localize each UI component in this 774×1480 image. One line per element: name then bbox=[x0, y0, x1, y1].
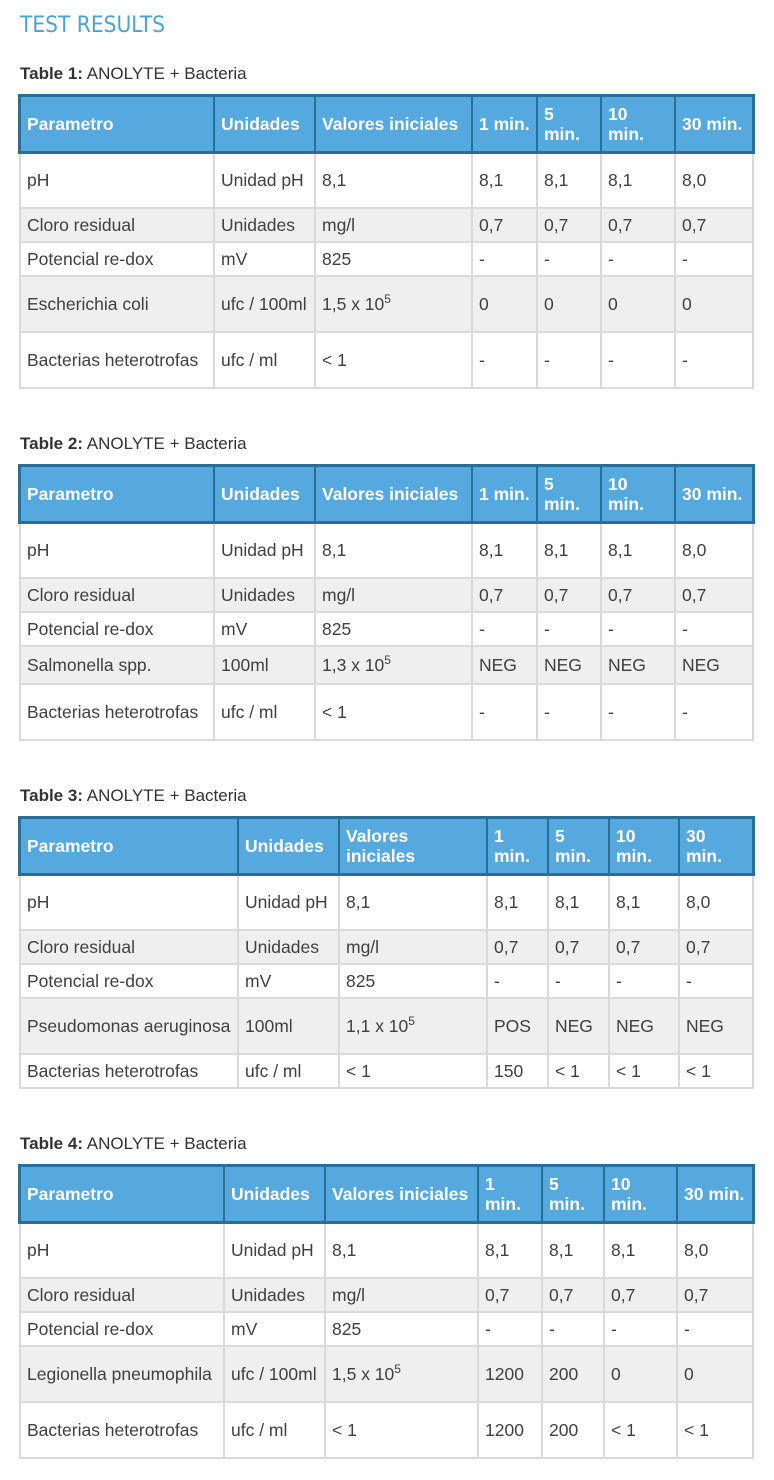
header-row bbox=[20, 96, 753, 152]
cell-30-min: 0,7 bbox=[679, 930, 753, 964]
initial-value: 825 bbox=[322, 619, 352, 639]
cell-5-min: - bbox=[548, 964, 609, 998]
cell-unit: mV bbox=[224, 1312, 325, 1346]
initial-value: mg/l bbox=[322, 215, 356, 235]
cell-initial bbox=[325, 1222, 478, 1278]
cell-unit: Unidades bbox=[214, 578, 315, 612]
cell-initial bbox=[339, 1054, 487, 1088]
initial-value: < 1 bbox=[346, 1061, 371, 1081]
caption-label: Table 2: bbox=[20, 434, 83, 453]
cell-5-min: - bbox=[537, 612, 601, 646]
cell-1-min: 0,7 bbox=[487, 930, 548, 964]
cell-unit: Unidad pH bbox=[238, 874, 339, 930]
cell-param: Potencial re-dox bbox=[20, 242, 214, 276]
table-row bbox=[20, 930, 753, 964]
cell-initial bbox=[315, 646, 472, 684]
cell-10-min: - bbox=[604, 1312, 677, 1346]
cell-unit: Unidad pH bbox=[214, 152, 315, 208]
table-row bbox=[20, 998, 753, 1054]
header-30-min: 30 min. bbox=[679, 818, 753, 874]
cell-param: Salmonella spp. bbox=[20, 646, 214, 684]
cell-5-min: 200 bbox=[542, 1402, 604, 1458]
header-10-min: 10 min. bbox=[601, 466, 675, 522]
table-row bbox=[20, 578, 753, 612]
cell-30-min: < 1 bbox=[677, 1402, 753, 1458]
cell-30-min: 8,0 bbox=[677, 1222, 753, 1278]
header-1-min: 1 min. bbox=[487, 818, 548, 874]
cell-1-min: 150 bbox=[487, 1054, 548, 1088]
cell-param: Bacterias heterotrofas bbox=[20, 1054, 238, 1088]
cell-param: Potencial re-dox bbox=[20, 1312, 224, 1346]
initial-value: < 1 bbox=[322, 702, 347, 722]
cell-30-min: - bbox=[675, 332, 753, 388]
cell-initial bbox=[315, 208, 472, 242]
cell-unit: mV bbox=[238, 964, 339, 998]
initial-value: < 1 bbox=[322, 350, 347, 370]
cell-5-min: 8,1 bbox=[548, 874, 609, 930]
cell-30-min: - bbox=[675, 242, 753, 276]
header-valores-iniciales: Valores iniciales bbox=[339, 818, 487, 874]
cell-1-min: NEG bbox=[472, 646, 537, 684]
cell-5-min: 8,1 bbox=[537, 522, 601, 578]
cell-30-min: 0,7 bbox=[677, 1278, 753, 1312]
header-10-min: 10 min. bbox=[609, 818, 679, 874]
header-unidades: Unidades bbox=[214, 466, 315, 522]
cell-1-min: - bbox=[472, 612, 537, 646]
cell-1-min: 8,1 bbox=[472, 152, 537, 208]
cell-10-min: - bbox=[601, 332, 675, 388]
initial-value: mg/l bbox=[322, 585, 356, 605]
initial-exponent: 5 bbox=[384, 653, 391, 667]
cell-10-min: < 1 bbox=[609, 1054, 679, 1088]
cell-initial bbox=[339, 874, 487, 930]
header-30-min: 30 min. bbox=[675, 466, 753, 522]
cell-30-min: < 1 bbox=[679, 1054, 753, 1088]
header-parametro: Parametro bbox=[20, 1166, 224, 1222]
initial-value: 8,1 bbox=[322, 540, 347, 560]
cell-param: Potencial re-dox bbox=[20, 964, 238, 998]
cell-5-min: - bbox=[542, 1312, 604, 1346]
initial-value: 825 bbox=[322, 249, 352, 269]
cell-30-min: 0 bbox=[677, 1346, 753, 1402]
cell-initial bbox=[315, 276, 472, 332]
table-row bbox=[20, 1278, 753, 1312]
header-row bbox=[20, 818, 753, 874]
cell-1-min: 8,1 bbox=[487, 874, 548, 930]
cell-param: Bacterias heterotrofas bbox=[20, 1402, 224, 1458]
cell-param: Potencial re-dox bbox=[20, 612, 214, 646]
cell-unit: Unidades bbox=[214, 208, 315, 242]
header-5-min: 5 min. bbox=[537, 96, 601, 152]
cell-initial bbox=[325, 1402, 478, 1458]
header-valores-iniciales: Valores iniciales bbox=[315, 466, 472, 522]
cell-5-min: NEG bbox=[548, 998, 609, 1054]
cell-10-min: 0 bbox=[604, 1346, 677, 1402]
cell-unit: Unidad pH bbox=[224, 1222, 325, 1278]
caption-label: Table 3: bbox=[20, 786, 83, 805]
cell-10-min: 8,1 bbox=[601, 522, 675, 578]
caption-text: ANOLYTE + Bacteria bbox=[86, 1134, 247, 1153]
cell-unit: ufc / ml bbox=[224, 1402, 325, 1458]
table-row bbox=[20, 1402, 753, 1458]
header-5-min: 5 min. bbox=[548, 818, 609, 874]
results-table-1 bbox=[19, 95, 754, 389]
cell-initial bbox=[339, 998, 487, 1054]
table-row bbox=[20, 208, 753, 242]
header-1-min: 1 min. bbox=[472, 466, 537, 522]
table-row bbox=[20, 1346, 753, 1402]
cell-10-min: NEG bbox=[609, 998, 679, 1054]
header-parametro: Parametro bbox=[20, 96, 214, 152]
initial-value: 1,5 x 10 bbox=[322, 294, 385, 314]
cell-30-min: NEG bbox=[675, 646, 753, 684]
cell-1-min: 8,1 bbox=[472, 522, 537, 578]
table-row bbox=[20, 1054, 753, 1088]
cell-param: pH bbox=[20, 522, 214, 578]
cell-10-min: - bbox=[609, 964, 679, 998]
table-row bbox=[20, 1312, 753, 1346]
cell-10-min: 8,1 bbox=[601, 152, 675, 208]
cell-initial bbox=[315, 152, 472, 208]
initial-value: 1,3 x 10 bbox=[322, 655, 385, 675]
cell-1-min: - bbox=[478, 1312, 542, 1346]
cell-initial bbox=[315, 332, 472, 388]
table-row bbox=[20, 276, 753, 332]
caption-text: ANOLYTE + Bacteria bbox=[86, 786, 247, 805]
initial-value: 825 bbox=[346, 971, 376, 991]
cell-5-min: 0,7 bbox=[548, 930, 609, 964]
cell-30-min: NEG bbox=[679, 998, 753, 1054]
table-row bbox=[20, 646, 753, 684]
cell-1-min: - bbox=[472, 332, 537, 388]
table-row bbox=[20, 612, 753, 646]
header-unidades: Unidades bbox=[214, 96, 315, 152]
cell-initial bbox=[315, 242, 472, 276]
header-30-min: 30 min. bbox=[675, 96, 753, 152]
header-10-min: 10 min. bbox=[604, 1166, 677, 1222]
cell-param: Cloro residual bbox=[20, 930, 238, 964]
cell-param: Escherichia coli bbox=[20, 276, 214, 332]
cell-10-min: 0,7 bbox=[604, 1278, 677, 1312]
cell-30-min: - bbox=[675, 684, 753, 740]
cell-5-min: < 1 bbox=[548, 1054, 609, 1088]
header-5-min: 5 min. bbox=[537, 466, 601, 522]
caption-text: ANOLYTE + Bacteria bbox=[86, 434, 247, 453]
cell-param: pH bbox=[20, 152, 214, 208]
initial-exponent: 5 bbox=[384, 292, 391, 306]
cell-10-min: 8,1 bbox=[604, 1222, 677, 1278]
header-1-min: 1 min. bbox=[472, 96, 537, 152]
table-1-caption bbox=[20, 64, 247, 84]
cell-30-min: - bbox=[679, 964, 753, 998]
table-row bbox=[20, 964, 753, 998]
table-row bbox=[20, 522, 753, 578]
header-unidades: Unidades bbox=[224, 1166, 325, 1222]
cell-param: Pseudomonas aeruginosa bbox=[20, 998, 238, 1054]
cell-30-min: 0,7 bbox=[675, 578, 753, 612]
cell-10-min: - bbox=[601, 684, 675, 740]
cell-30-min: 0,7 bbox=[675, 208, 753, 242]
cell-10-min: - bbox=[601, 242, 675, 276]
cell-initial bbox=[325, 1278, 478, 1312]
cell-10-min: 0,7 bbox=[609, 930, 679, 964]
cell-unit: mV bbox=[214, 242, 315, 276]
table-row bbox=[20, 332, 753, 388]
cell-5-min: 0,7 bbox=[537, 208, 601, 242]
cell-10-min: 0,7 bbox=[601, 208, 675, 242]
header-valores-iniciales: Valores iniciales bbox=[315, 96, 472, 152]
initial-value: 8,1 bbox=[332, 1240, 357, 1260]
cell-param: Cloro residual bbox=[20, 208, 214, 242]
cell-param: pH bbox=[20, 1222, 224, 1278]
cell-5-min: - bbox=[537, 242, 601, 276]
cell-5-min: 0,7 bbox=[542, 1278, 604, 1312]
cell-unit: 100ml bbox=[214, 646, 315, 684]
header-row bbox=[20, 466, 753, 522]
cell-30-min: - bbox=[677, 1312, 753, 1346]
cell-1-min: - bbox=[472, 242, 537, 276]
header-parametro: Parametro bbox=[20, 818, 238, 874]
cell-unit: Unidad pH bbox=[214, 522, 315, 578]
cell-unit: 100ml bbox=[238, 998, 339, 1054]
cell-30-min: 0 bbox=[675, 276, 753, 332]
cell-1-min: 0,7 bbox=[478, 1278, 542, 1312]
header-valores-iniciales: Valores iniciales bbox=[325, 1166, 478, 1222]
cell-1-min: 8,1 bbox=[478, 1222, 542, 1278]
table-row bbox=[20, 242, 753, 276]
cell-param: Bacterias heterotrofas bbox=[20, 332, 214, 388]
cell-param: pH bbox=[20, 874, 238, 930]
initial-value: mg/l bbox=[346, 937, 380, 957]
cell-unit: ufc / ml bbox=[214, 332, 315, 388]
cell-30-min: 8,0 bbox=[675, 522, 753, 578]
cell-1-min: - bbox=[487, 964, 548, 998]
cell-param: Cloro residual bbox=[20, 578, 214, 612]
results-table-4 bbox=[19, 1165, 754, 1459]
cell-30-min: - bbox=[675, 612, 753, 646]
initial-value: 8,1 bbox=[322, 170, 347, 190]
table-row bbox=[20, 684, 753, 740]
cell-unit: mV bbox=[214, 612, 315, 646]
cell-1-min: 0 bbox=[472, 276, 537, 332]
cell-1-min: 1200 bbox=[478, 1346, 542, 1402]
cell-5-min: - bbox=[537, 332, 601, 388]
cell-unit: ufc / ml bbox=[238, 1054, 339, 1088]
cell-1-min: 0,7 bbox=[472, 578, 537, 612]
cell-10-min: 0,7 bbox=[601, 578, 675, 612]
cell-initial bbox=[315, 522, 472, 578]
header-10-min: 10 min. bbox=[601, 96, 675, 152]
table-3-caption bbox=[20, 786, 247, 806]
cell-unit: ufc / 100ml bbox=[214, 276, 315, 332]
cell-1-min: 1200 bbox=[478, 1402, 542, 1458]
cell-30-min: 8,0 bbox=[675, 152, 753, 208]
initial-exponent: 5 bbox=[408, 1014, 415, 1028]
initial-value: 8,1 bbox=[346, 892, 371, 912]
table-row bbox=[20, 1222, 753, 1278]
header-row bbox=[20, 1166, 753, 1222]
header-unidades: Unidades bbox=[238, 818, 339, 874]
cell-10-min: 0 bbox=[601, 276, 675, 332]
page-title: TEST RESULTS bbox=[20, 13, 166, 38]
results-table-2 bbox=[19, 465, 754, 741]
cell-1-min: 0,7 bbox=[472, 208, 537, 242]
cell-initial bbox=[339, 964, 487, 998]
cell-5-min: 8,1 bbox=[537, 152, 601, 208]
initial-value: 1,1 x 10 bbox=[346, 1016, 409, 1036]
cell-param: Legionella pneumophila bbox=[20, 1346, 224, 1402]
cell-1-min: POS bbox=[487, 998, 548, 1054]
cell-initial bbox=[325, 1346, 478, 1402]
cell-5-min: 8,1 bbox=[542, 1222, 604, 1278]
cell-10-min: 8,1 bbox=[609, 874, 679, 930]
cell-5-min: 0 bbox=[537, 276, 601, 332]
initial-value: < 1 bbox=[332, 1420, 357, 1440]
cell-10-min: - bbox=[601, 612, 675, 646]
table-2-caption bbox=[20, 434, 247, 454]
initial-value: mg/l bbox=[332, 1285, 366, 1305]
cell-5-min: NEG bbox=[537, 646, 601, 684]
cell-initial bbox=[339, 930, 487, 964]
caption-label: Table 4: bbox=[20, 1134, 83, 1153]
cell-unit: Unidades bbox=[224, 1278, 325, 1312]
cell-unit: ufc / 100ml bbox=[224, 1346, 325, 1402]
initial-exponent: 5 bbox=[394, 1362, 401, 1376]
cell-initial bbox=[315, 612, 472, 646]
caption-label: Table 1: bbox=[20, 64, 83, 83]
header-5-min: 5 min. bbox=[542, 1166, 604, 1222]
cell-1-min: - bbox=[472, 684, 537, 740]
header-1-min: 1 min. bbox=[478, 1166, 542, 1222]
cell-5-min: 200 bbox=[542, 1346, 604, 1402]
cell-initial bbox=[325, 1312, 478, 1346]
table-4-caption bbox=[20, 1134, 247, 1154]
table-row bbox=[20, 874, 753, 930]
cell-initial bbox=[315, 578, 472, 612]
cell-30-min: 8,0 bbox=[679, 874, 753, 930]
cell-initial bbox=[315, 684, 472, 740]
cell-5-min: 0,7 bbox=[537, 578, 601, 612]
header-30-min: 30 min. bbox=[677, 1166, 753, 1222]
table-row bbox=[20, 152, 753, 208]
initial-value: 1,5 x 10 bbox=[332, 1364, 395, 1384]
results-table-3 bbox=[19, 817, 754, 1089]
cell-param: Bacterias heterotrofas bbox=[20, 684, 214, 740]
cell-10-min: < 1 bbox=[604, 1402, 677, 1458]
cell-param: Cloro residual bbox=[20, 1278, 224, 1312]
cell-5-min: - bbox=[537, 684, 601, 740]
initial-value: 825 bbox=[332, 1319, 362, 1339]
caption-text: ANOLYTE + Bacteria bbox=[86, 64, 247, 83]
cell-unit: ufc / ml bbox=[214, 684, 315, 740]
cell-10-min: NEG bbox=[601, 646, 675, 684]
cell-unit: Unidades bbox=[238, 930, 339, 964]
header-parametro: Parametro bbox=[20, 466, 214, 522]
